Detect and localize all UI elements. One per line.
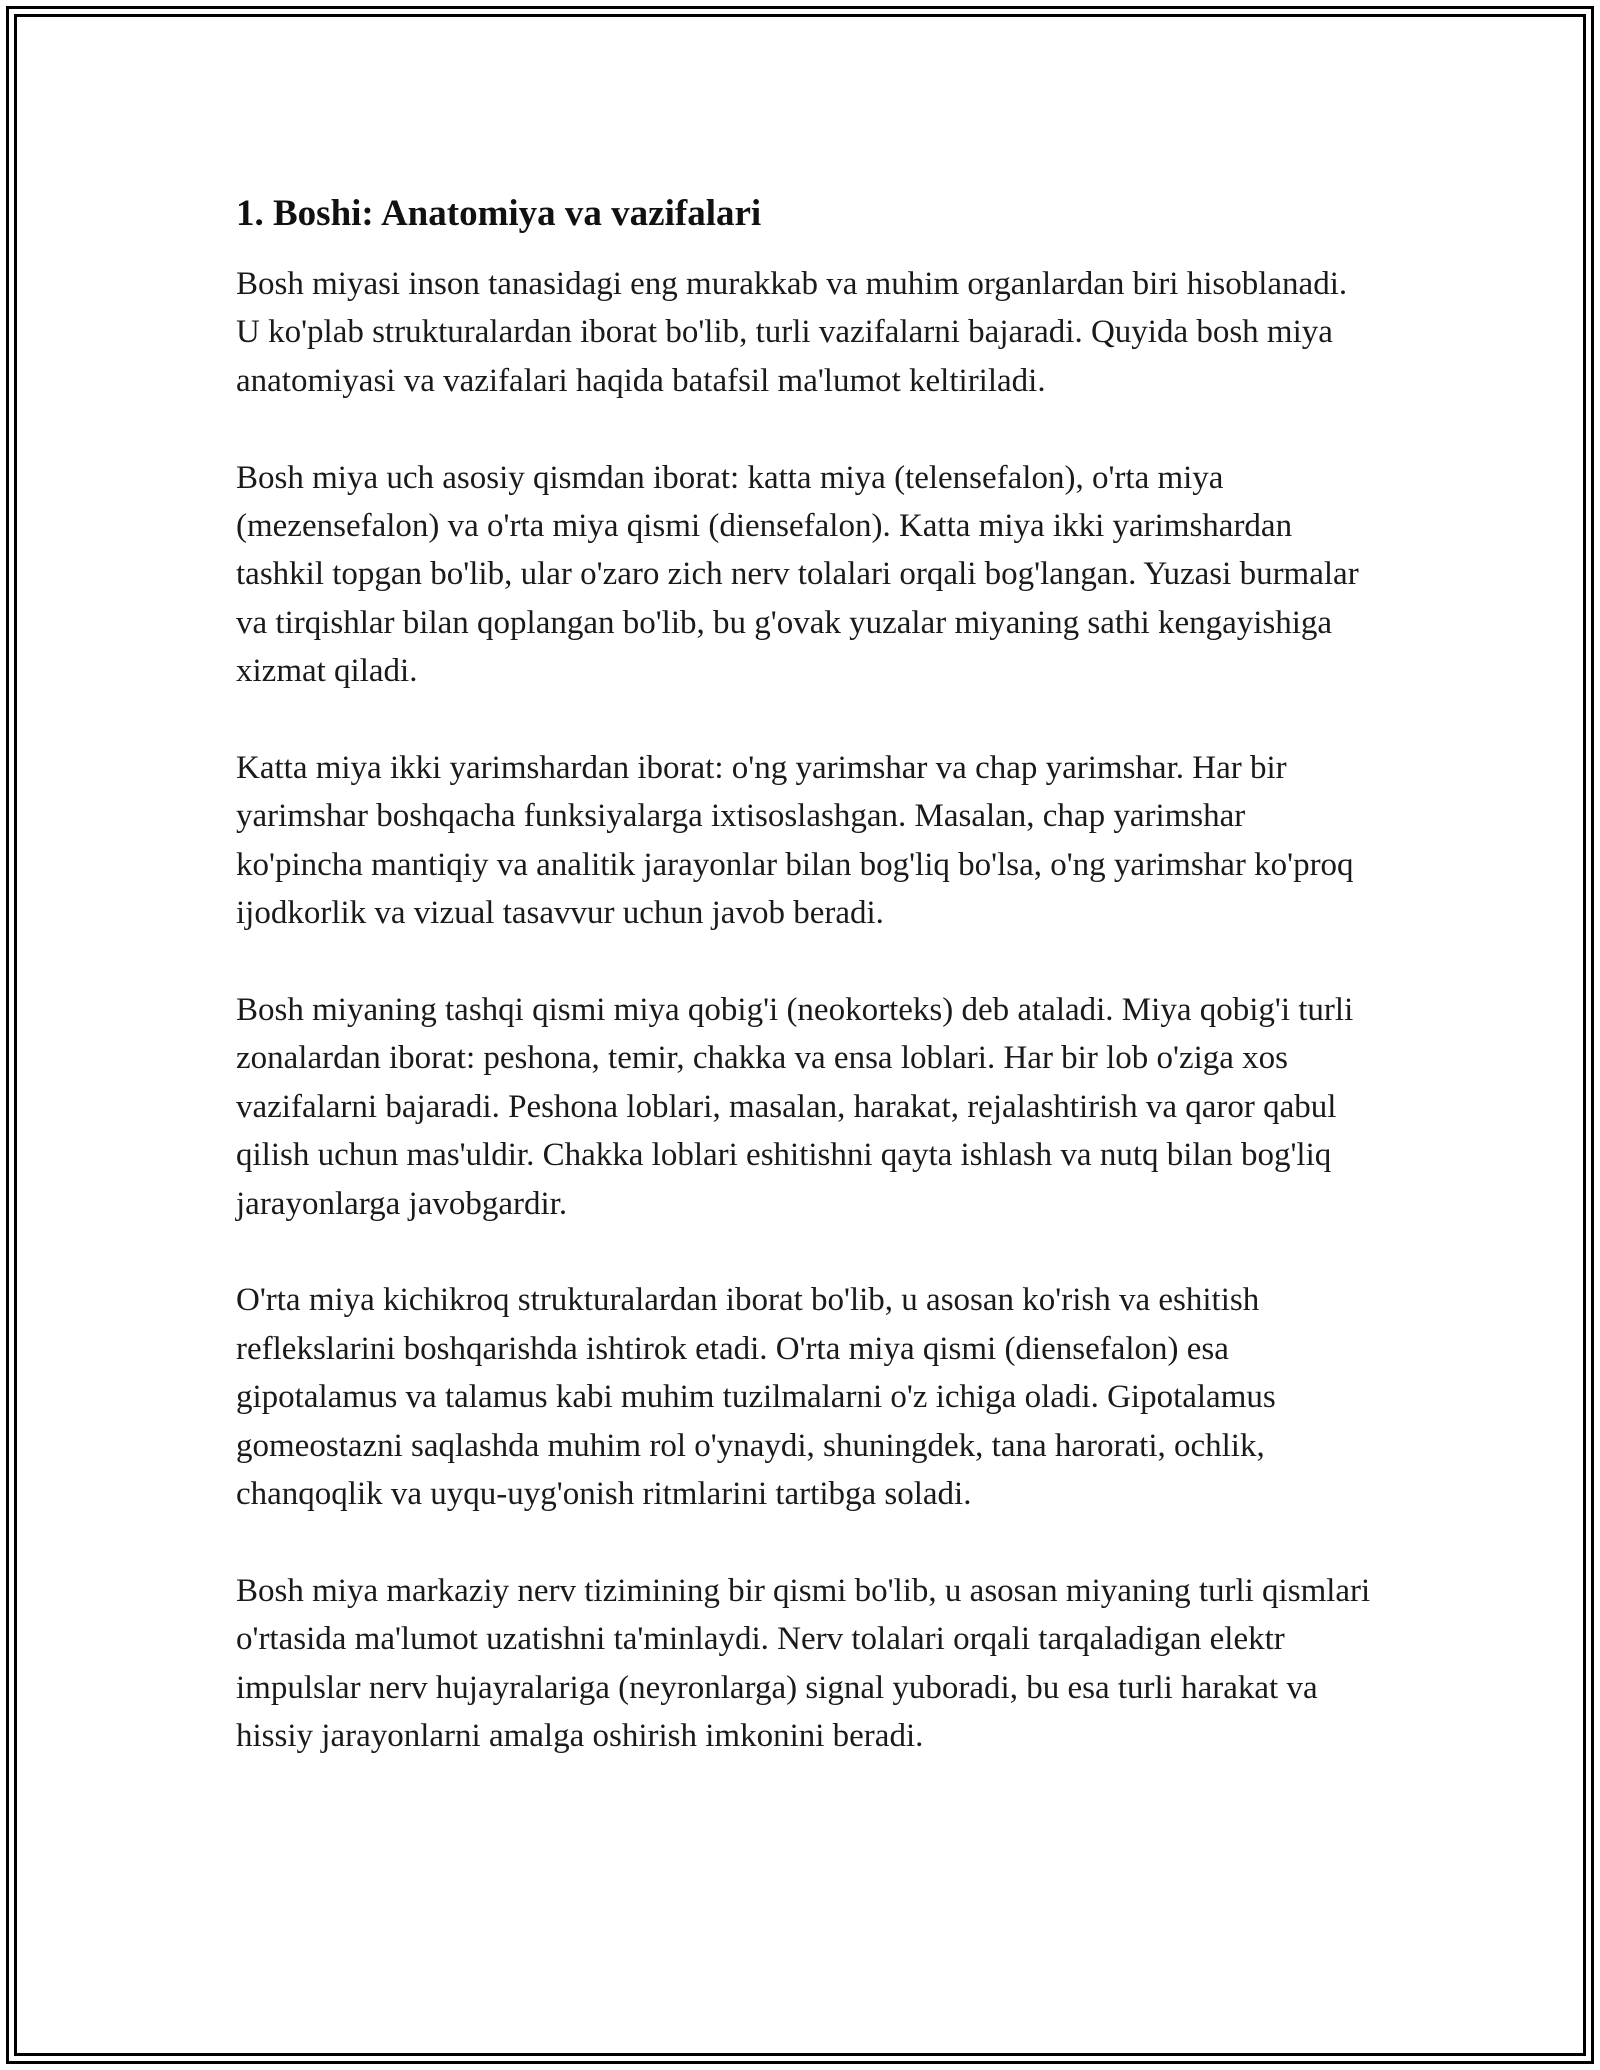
paragraph-nervous-system: Bosh miya markaziy nerv tizimining bir qismi bo'lib, u asosan miyaning turli qismlari o'rtasida ma'lumot uzatishni ta'minlaydi. Nerv tolalari orqali tarqaladigan elektr impulslar nerv hujayralariga (neyronlarga) signal yuboradi, bu esa turli harakat va hissiy jarayonlarni amalga oshirish imkonini beradi. (236, 1572, 1371, 1755)
paragraph-cortex: Bosh miyaning tashqi qismi miya qobig'i (neokorteks) deb ataladi. Miya qobig'i turli zonalardan iborat: peshona, temir, chakka va ensa loblari. Har bir lob o'ziga xos vazifalarni bajaradi. Peshona loblari, masalan, harakat, rejalashtirish va qaror qabul qilish uchun mas'uldir. Chakka loblari eshitishni qayta ishlash va nutq bilan bog'liq jarayonlarga javobgardir. (236, 992, 1354, 1222)
paragraph-hemispheres: Katta miya ikki yarimshardan iborat: o'ng yarimshar va chap yarimshar. Har bir yarimshar boshqacha funksiyalarga ixtisoslashgan. Masalan, chap yarimshar ko'pincha mantiqiy va analitik jarayonlar bilan bog'liq bo'lsa, o'ng yarimshar ko'proq ijodkorlik va vizual tasavvur uchun javob beradi. (236, 750, 1354, 932)
section-heading: 1. Boshi: Anatomiya va vazifalari (236, 193, 762, 234)
paragraph-midbrain: O'rta miya kichikroq strukturalardan iborat bo'lib, u asosan ko'rish va eshitish reflekslarini boshqarishda ishtirok etadi. O'rta miya qismi (diensefalon) esa gipotalamus va talamus kabi muhim tuzilmalarni o'z ichiga oladi. Gipotalamus gomeostazni saqlashda muhim rol o'ynaydi, shuningdek, tana harorati, ochlik, chanqoqlik va uyqu-uyg'onish ritmlarini tartibga soladi. (236, 1282, 1276, 1513)
paragraph-intro: Bosh miyasi inson tanasidagi eng murakkab va muhim organlardan biri hisoblanadi. U ko'plab strukturalardan iborat bo'lib, turli vazifalarni bajaradi. Quyida bosh miya anatomiyasi va vazifalari haqida batafsil ma'lumot keltiriladi. (236, 266, 1348, 399)
document-body (236, 188, 1376, 1761)
paragraph-brain-parts: Bosh miya uch asosiy qismdan iborat: katta miya (telensefalon), o'rta miya (mezensefalon) va o'rta miya qismi (diensefalon). Katta miya ikki yarimshardan tashkil topgan bo'lib, ular o'zaro zich nerv tolalari orqali bog'langan. Yuzasi burmalar va tirqishlar bilan qoplangan bo'lib, bu g'ovak yuzalar miyaning sathi kengayishiga xizmat qiladi. (236, 459, 1359, 690)
